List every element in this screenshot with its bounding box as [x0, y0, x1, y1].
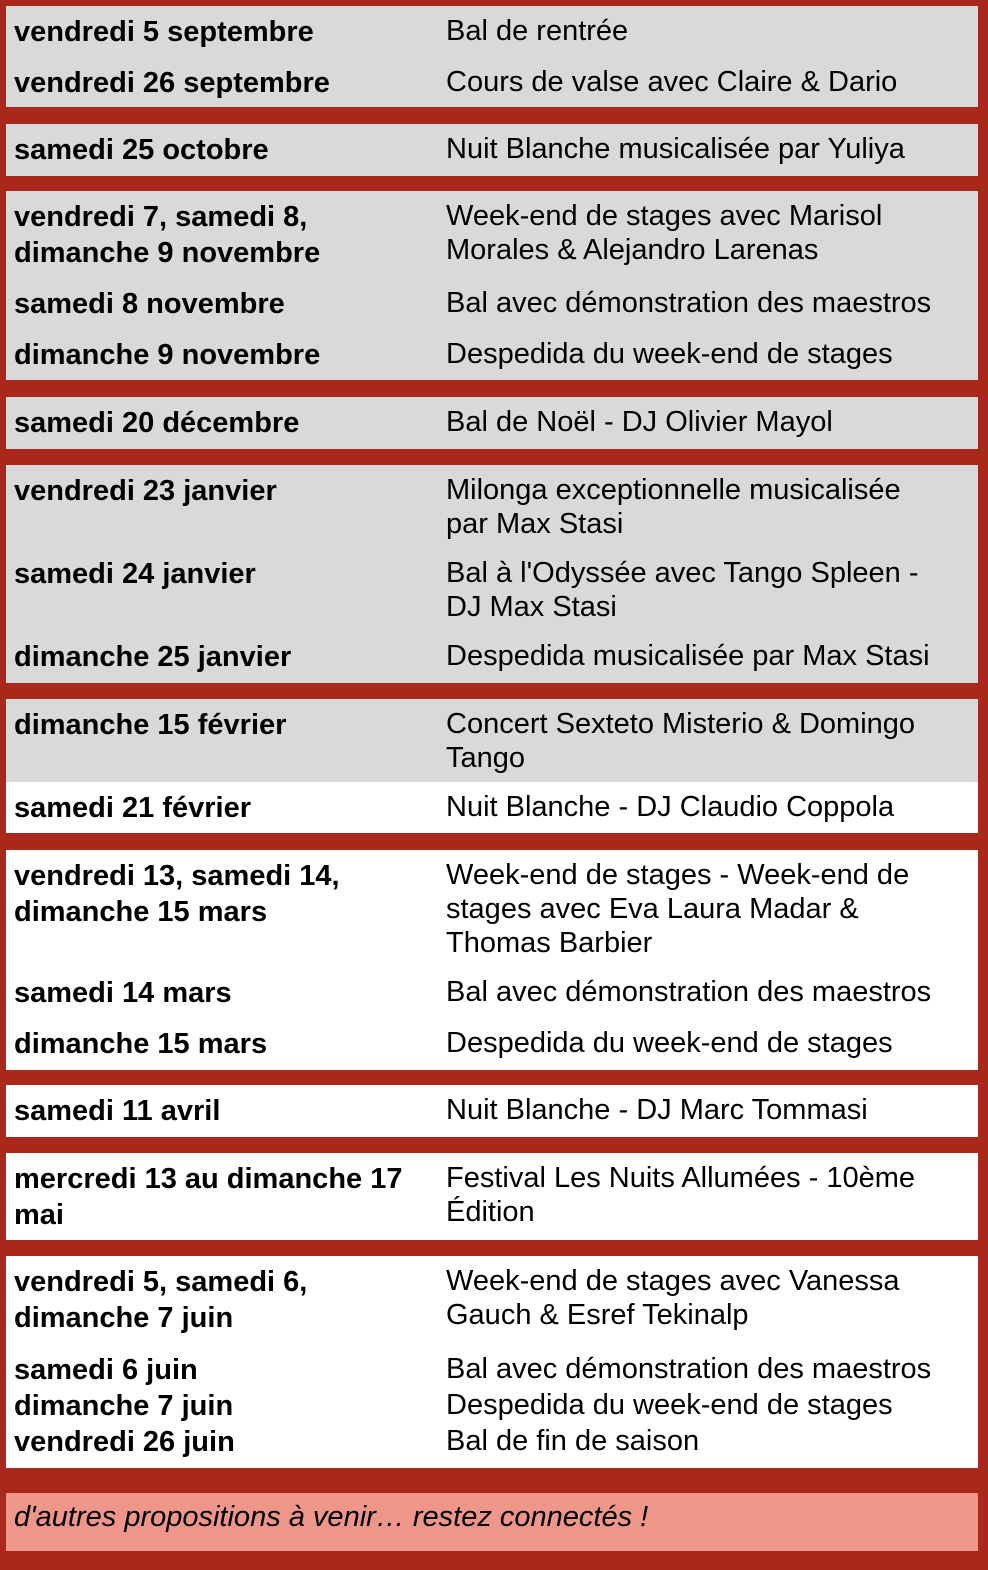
month-block-juin [6, 1256, 978, 1468]
event-title: Bal de fin de saison [446, 1425, 700, 1457]
month-block-fevrier-2 [6, 782, 978, 833]
event-title: Milonga exceptionnelle musicalisée par Max Stasi [446, 474, 901, 540]
event-title: Nuit Blanche - DJ Marc Tommasi [446, 1094, 868, 1126]
event-title: Nuit Blanche musicalisée par Yuliya [446, 133, 905, 165]
event-date: vendredi 26 septembre [14, 67, 330, 99]
event-date: vendredi 26 juin [14, 1426, 235, 1458]
month-block-mai [6, 1153, 978, 1240]
event-title: Week-end de stages - Week-end de stages avec Eva Laura Madar & Thomas Barbier [446, 859, 910, 959]
event-date: vendredi 5 septembre [14, 16, 314, 48]
event-date: samedi 21 février [14, 792, 251, 824]
event-date: samedi 24 janvier [14, 558, 256, 590]
event-title: Bal de Noël - DJ Olivier Mayol [446, 406, 833, 438]
event-date: samedi 8 novembre [14, 288, 285, 320]
event-date: mercredi 13 au dimanche 17 mai [14, 1163, 403, 1231]
event-date: vendredi 5, samedi 6, dimanche 7 juin [14, 1266, 308, 1334]
event-date: samedi 25 octobre [14, 134, 269, 166]
event-date: vendredi 7, samedi 8, dimanche 9 novembre [14, 201, 321, 269]
event-date: dimanche 15 mars [14, 1028, 268, 1060]
event-title: Despedida du week-end de stages [446, 1027, 893, 1059]
event-date: vendredi 23 janvier [14, 475, 277, 507]
month-block-avril [6, 1085, 978, 1137]
footer-note [6, 1493, 978, 1551]
event-title: Bal avec démonstration des maestros [446, 287, 932, 319]
event-title: Bal avec démonstration des maestros [446, 976, 932, 1008]
event-title: Despedida du week-end de stages [446, 338, 893, 370]
event-date: vendredi 13, samedi 14, dimanche 15 mars [14, 860, 340, 928]
event-title: Concert Sexteto Misterio & Domingo Tango [446, 708, 916, 774]
event-title: Week-end de stages avec Marisol Morales & Alejandro Larenas [446, 200, 883, 266]
footer-text: d'autres propositions à venir… restez connectés ! [14, 1501, 649, 1533]
month-block-septembre [6, 6, 978, 107]
event-date: dimanche 15 février [14, 709, 287, 741]
event-title: Despedida musicalisée par Max Stasi [446, 640, 930, 672]
event-title: Bal à l'Odyssée avec Tango Spleen - DJ Max Stasi [446, 557, 919, 623]
month-block-novembre [6, 191, 978, 380]
event-title: Bal avec démonstration des maestros [446, 1353, 932, 1385]
month-block-janvier [6, 465, 978, 683]
month-block-mars [6, 850, 978, 1070]
event-date: samedi 11 avril [14, 1095, 221, 1127]
event-title: Festival Les Nuits Allumées - 10ème Édition [446, 1162, 916, 1228]
event-date: dimanche 9 novembre [14, 339, 321, 371]
month-block-octobre [6, 124, 978, 176]
event-title: Bal de rentrée [446, 15, 629, 47]
event-date: dimanche 7 juin [14, 1390, 234, 1422]
event-date: samedi 14 mars [14, 977, 232, 1009]
event-date: dimanche 25 janvier [14, 641, 292, 673]
event-date: samedi 6 juin [14, 1354, 198, 1386]
month-block-fevrier [6, 699, 978, 782]
event-title: Despedida du week-end de stages [446, 1389, 893, 1421]
event-title: Week-end de stages avec Vanessa Gauch & Esref Tekinalp [446, 1265, 900, 1331]
event-title: Cours de valse avec Claire & Dario [446, 66, 898, 98]
month-block-decembre [6, 397, 978, 449]
event-title: Nuit Blanche - DJ Claudio Coppola [446, 791, 895, 823]
event-date: samedi 20 décembre [14, 407, 300, 439]
